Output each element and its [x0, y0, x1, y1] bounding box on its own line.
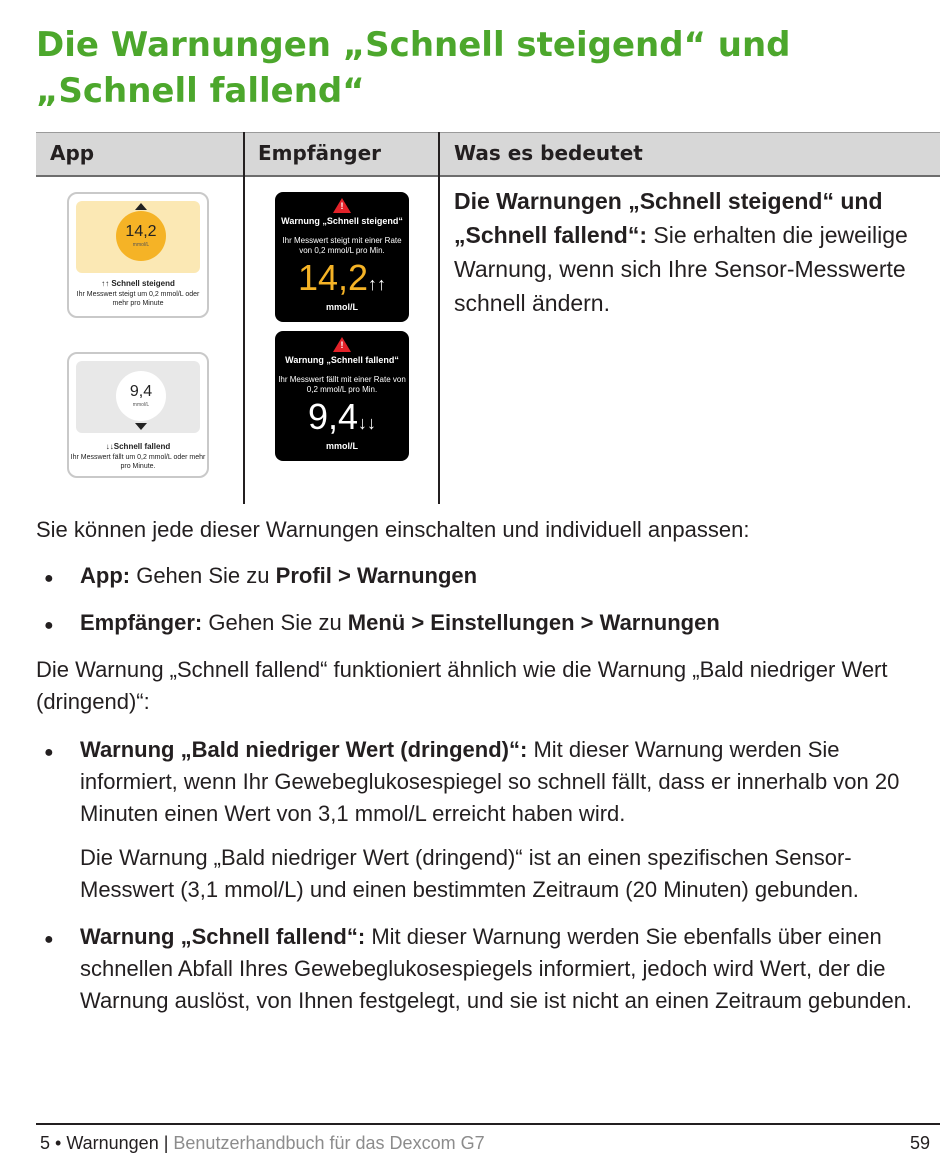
setting-receiver: Empfänger: Gehen Sie zu Menü > Einstellungen > Warnungen [80, 610, 720, 635]
reading-circle [116, 211, 166, 261]
settings-intro: Sie können jede dieser Warnungen einschalten und individuell anpassen: [36, 517, 750, 542]
receiver-fall-reading [275, 397, 409, 443]
receiver-rise-unit: mmol/L [325, 302, 358, 312]
app-fall-value: 9,4 [129, 383, 153, 400]
receiver-rise-title: Warnung „Schnell steigend“ [281, 216, 403, 226]
app-rise-unit: mmol/L [132, 242, 150, 248]
arrow-down-icon [135, 423, 147, 430]
compare-intro: Die Warnung „Schnell fallend“ funktioniert ähnlich wie die Warnung „Bald niedriger Wert (dringend)“: [36, 657, 888, 714]
footer-divider [36, 1123, 940, 1125]
meaning-heading: Die Warnungen „Schnell steigend“ und „Schnell fallend“: [454, 188, 883, 248]
receiver-rise-message: Ihr Messwert steigt mit einer Rate von 0,2 mmol/L pro Min. [282, 236, 402, 255]
meaning-text: Sie erhalten die jeweilige Warnung, wenn sich Ihre Sensor-Messwerte schnell ändern. [454, 222, 908, 316]
app-fall-label: ↓↓Schnell fallend [105, 442, 171, 451]
receiver-fall-unit: mmol/L [325, 441, 358, 451]
footer-section: 5 • Warnungen [40, 1133, 159, 1153]
app-rise-screen [67, 192, 209, 318]
app-rise-label: ↑↑ Schnell steigend [101, 279, 175, 288]
receiver-rise-screen: ! Warnung „Schnell steigend“ Ihr Messwert steigt mit einer Rate von 0,2 mmol/L pro Min. 14,2↑↑ mmol/L [275, 192, 409, 322]
app-rise-value: 14,2 [125, 223, 157, 240]
footer-manual: Benutzerhandbuch für das Dexcom G7 [173, 1133, 485, 1153]
receiver-fall-value: 9,4 [307, 396, 359, 437]
receiver-fall-title: Warnung „Schnell fallend“ [285, 355, 399, 365]
app-fall-unit: mmol/L [132, 402, 150, 408]
app-fall-reading-area [76, 361, 200, 433]
compare-urgent-low-soon: Warnung „Bald niedriger Wert (dringend)“: Mit dieser Warnung werden Sie informiert, wenn Ihr Gewebeglukosespiegel so schnell fällt, dass er innerhalb von 20 Minuten einen Wert von 3,1 mmol/L erreicht haben wird. [80, 737, 900, 826]
column-divider [438, 132, 440, 504]
compare-urgent-low-soon-note: Die Warnung „Bald niedriger Wert (dringend)“ ist an einen spezifischen Sensor-Messwert (3,1 mmol/L) und einen bestimmten Zeitraum (20 Minuten) gebunden. [80, 845, 859, 902]
setting-app: App: Gehen Sie zu Profil > Warnungen [80, 563, 478, 588]
app-fall-screen [67, 352, 209, 478]
reading-circle [116, 371, 166, 421]
footer-left: 5 • Warnungen | Benutzerhandbuch für das Dexcom G7 [40, 1133, 485, 1153]
app-rise-reading-area [76, 201, 200, 273]
page-number: 59 [910, 1133, 931, 1153]
meaning-cell [454, 184, 936, 320]
receiver-rise-value: 14,2 [297, 257, 369, 298]
receiver-fall-screen: ! Warnung „Schnell fallend“ Ihr Messwert fällt mit einer Rate von 0,2 mmol/L pro Min. 9,4↓↓ mmol/L [275, 331, 409, 461]
arrow-down-icon: ↓↓ [358, 413, 377, 433]
receiver-rise-reading [275, 258, 409, 304]
header-app: App [50, 141, 95, 165]
header-receiver: Empfänger [258, 141, 381, 165]
column-divider [243, 132, 245, 504]
receiver-fall-message: Ihr Messwert fällt mit einer Rate von 0,2 mmol/L pro Min. [278, 375, 406, 394]
page-title: Die Warnungen „Schnell steigend“ und „Schnell fallend“ [36, 25, 791, 111]
arrow-up-icon: ↑↑ [368, 274, 387, 294]
app-fall-desc: Ihr Messwert fällt um 0,2 mmol/L oder mehr pro Minute. [70, 454, 206, 470]
header-meaning: Was es bedeutet [454, 141, 643, 165]
compare-fall-rate: Warnung „Schnell fallend“: Mit dieser Warnung werden Sie ebenfalls über einen schnellen Abfall Ihres Gewebeglukosespiegels informiert, jedoch wird Wert, der die Warnung auslöst, von Ihnen festgelegt, und sie ist nicht an einen Zeitraum gebunden. [80, 924, 913, 1013]
arrow-up-icon [135, 203, 147, 210]
app-rise-desc: Ihr Messwert steigt um 0,2 mmol/L oder mehr pro Minute [76, 291, 200, 307]
table-header [36, 132, 940, 177]
